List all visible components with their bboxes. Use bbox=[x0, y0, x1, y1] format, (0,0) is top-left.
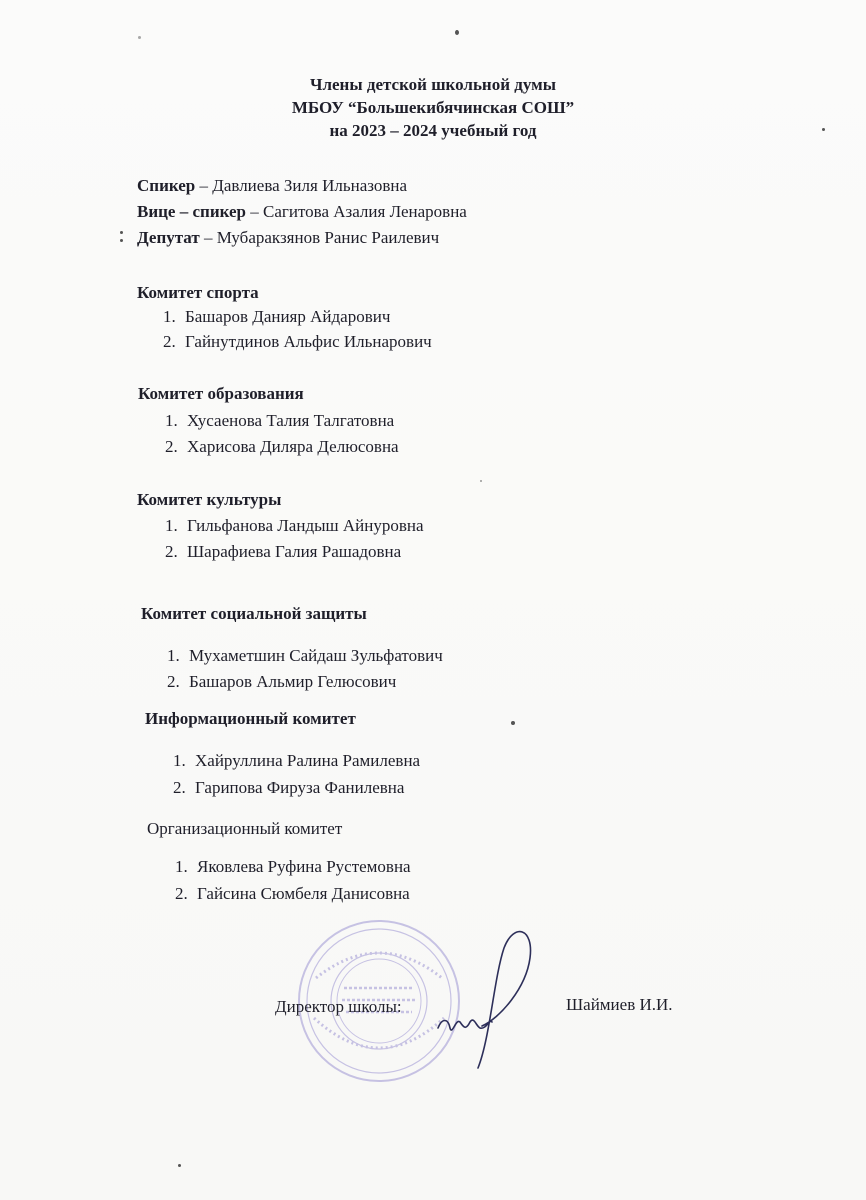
director-name: Шаймиев И.И. bbox=[566, 995, 673, 1014]
scan-speck bbox=[511, 721, 515, 725]
list-item: 1. Мухаметшин Сайдаш Зульфатович bbox=[167, 646, 443, 665]
deputy-line bbox=[137, 227, 439, 249]
list-item: 2. Гайсина Сюмбеля Данисовна bbox=[175, 884, 410, 903]
list-item: 2. Шарафиева Галия Рашадовна bbox=[165, 542, 402, 561]
list-item: 1. Хайруллина Ралина Рамилевна bbox=[173, 751, 421, 770]
list-item: 2. Гайнутдинов Альфис Ильнарович bbox=[163, 332, 432, 351]
speaker-name: Давлиева Зиля Ильназовна bbox=[212, 176, 408, 195]
scan-speck bbox=[178, 1164, 181, 1167]
scan-speck bbox=[120, 239, 123, 242]
deputy-role: Депутат bbox=[137, 228, 200, 247]
director-label: Директор школы: bbox=[275, 997, 402, 1016]
scan-speck bbox=[120, 231, 123, 234]
vice-speaker-line bbox=[137, 201, 467, 223]
vice-speaker-role: Вице – спикер bbox=[137, 202, 246, 221]
scan-speck bbox=[480, 480, 482, 482]
document-title-line-2: МБОУ “Большекибячинская СОШ” bbox=[291, 98, 575, 117]
dash: – bbox=[245, 202, 263, 221]
committee-heading-organizational: Организационный комитет bbox=[147, 819, 343, 838]
list-item: 1. Хусаенова Талия Талгатовна bbox=[165, 411, 395, 430]
dash: – bbox=[195, 176, 213, 195]
document-title-line-1: Члены детской школьной думы bbox=[309, 75, 557, 94]
speaker-role: Спикер bbox=[137, 176, 196, 195]
committee-heading-sport: Комитет спорта bbox=[137, 283, 259, 302]
director-signature bbox=[430, 918, 560, 1078]
committee-heading-information: Информационный комитет bbox=[145, 709, 356, 728]
list-item: 1. Яковлева Руфина Рустемовна bbox=[175, 857, 411, 876]
deputy-name: Мубаракзянов Ранис Раилевич bbox=[216, 228, 440, 247]
dash: – bbox=[199, 228, 217, 247]
vice-speaker-name: Сагитова Азалия Ленаровна bbox=[262, 202, 467, 221]
speaker-line bbox=[137, 175, 407, 197]
list-item: 1. Гильфанова Ландыш Айнуровна bbox=[165, 516, 424, 535]
list-item: 2. Харисова Диляра Делюсовна bbox=[165, 437, 399, 456]
committee-heading-social: Комитет социальной защиты bbox=[141, 604, 367, 623]
list-item: 1. Башаров Данияр Айдарович bbox=[163, 307, 391, 326]
scan-speck bbox=[138, 36, 141, 39]
scan-speck bbox=[455, 30, 459, 35]
committee-heading-education: Комитет образования bbox=[138, 384, 304, 403]
list-item: 2. Башаров Альмир Гелюсович bbox=[167, 672, 397, 691]
list-item: 2. Гарипова Фируза Фанилевна bbox=[173, 778, 405, 797]
document-title-line-3: на 2023 – 2024 учебный год bbox=[329, 121, 537, 140]
committee-heading-culture: Комитет культуры bbox=[137, 490, 282, 509]
